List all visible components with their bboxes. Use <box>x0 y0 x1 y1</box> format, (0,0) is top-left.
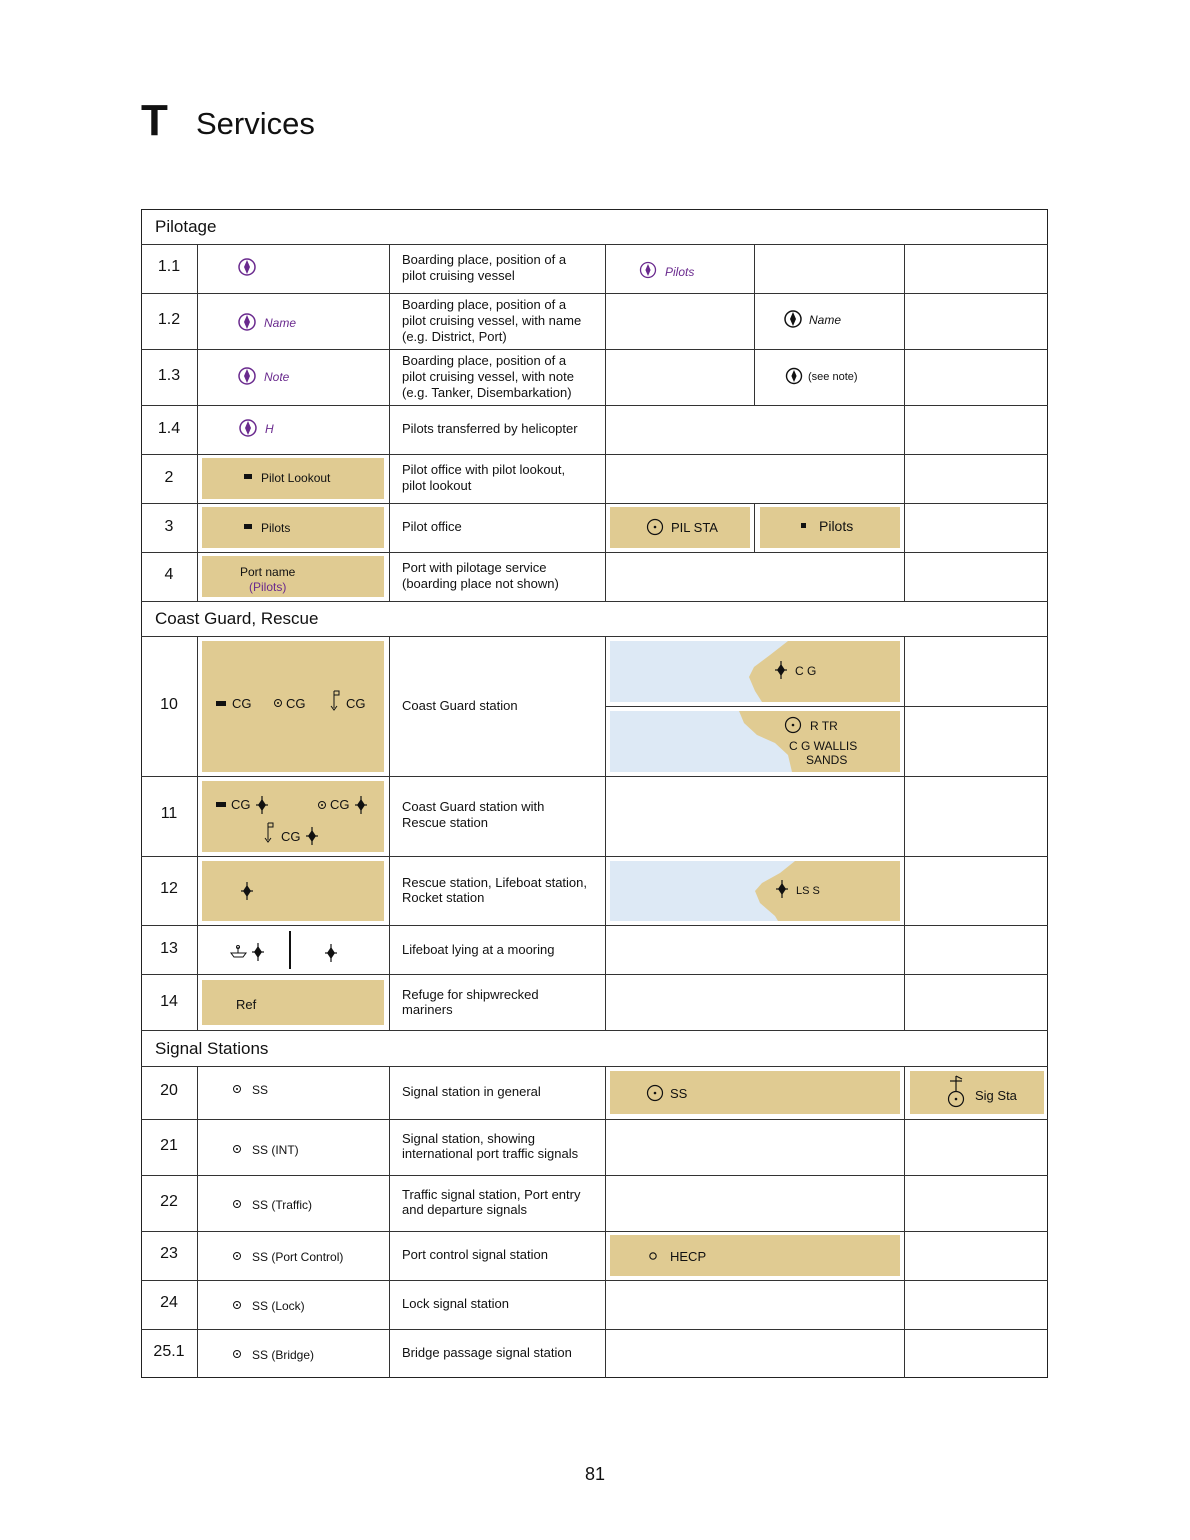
coastline-land <box>610 861 900 921</box>
row-description: international port traffic signals <box>402 1146 579 1161</box>
rescue-station-icon <box>325 944 337 962</box>
row-description: Pilot office with pilot lookout, <box>402 462 566 477</box>
row-number: 14 <box>160 993 178 1010</box>
map-label: C G WALLIS <box>789 739 858 753</box>
row-description: Bridge passage signal station <box>402 1345 572 1360</box>
flagstaff-icon <box>265 822 277 844</box>
rescue-station-icon <box>306 827 318 845</box>
symbol-label: H <box>265 422 274 436</box>
rule <box>141 1030 1048 1031</box>
row-description: Port control signal station <box>402 1247 548 1262</box>
rule <box>904 636 905 1030</box>
other-chart-label: Pilots <box>665 265 695 279</box>
other-chart-label: Sig Sta <box>975 1088 1017 1103</box>
rule <box>141 349 1048 350</box>
symbol-label: SS (Traffic) <box>252 1198 313 1212</box>
lifeboat-icon <box>230 945 248 959</box>
rule <box>141 601 1048 602</box>
signal-station-icon <box>233 1350 242 1359</box>
section-title: Services <box>196 106 315 141</box>
row-description: Signal station, showing <box>402 1131 535 1146</box>
rule <box>904 1066 905 1378</box>
pilot-lookout-icon <box>244 474 252 479</box>
row-description: Traffic signal station, Port entry <box>402 1187 581 1202</box>
rescue-station-icon <box>776 880 788 898</box>
row-number: 22 <box>160 1193 178 1210</box>
rule <box>141 974 1048 975</box>
row-number: 25.1 <box>153 1343 185 1360</box>
row-description: (e.g. District, Port) <box>402 329 507 344</box>
row-description: Rescue station <box>402 815 488 830</box>
pilot-boarding-icon <box>784 310 804 330</box>
coast-guard-icon <box>216 701 226 706</box>
symbol-label: Port name <box>240 565 296 579</box>
row-description: mariners <box>402 1002 453 1017</box>
rule <box>141 1280 1048 1281</box>
row-description: Lifeboat lying at a mooring <box>402 942 555 957</box>
pilot-boarding-icon <box>640 262 658 280</box>
rule <box>141 636 1048 637</box>
land-tint <box>202 980 384 1025</box>
symbol-label: CG <box>346 696 366 711</box>
other-chart-label: (see note) <box>808 371 858 383</box>
section-header-coast-guard: Coast Guard, Rescue <box>155 609 319 628</box>
symbol-label: Name <box>264 316 297 330</box>
rule <box>904 244 905 601</box>
other-chart-label: SS <box>670 1086 688 1101</box>
station-circle-icon <box>649 1252 658 1261</box>
row-description: pilot cruising vessel, with note <box>402 369 574 384</box>
rule <box>141 1066 1048 1067</box>
divider <box>289 931 291 969</box>
map-label: SANDS <box>806 753 848 767</box>
symbol-label: SS (INT) <box>252 1143 299 1157</box>
pilot-office-icon <box>244 524 252 529</box>
station-circle-icon <box>785 717 803 735</box>
symbol-label: Ref <box>236 997 257 1012</box>
land-tint <box>202 861 384 921</box>
row-number: 21 <box>160 1137 178 1154</box>
symbol-label: SS <box>252 1083 269 1097</box>
coastline-land <box>610 641 900 702</box>
section-header-signal: Signal Stations <box>155 1039 269 1058</box>
rescue-station-icon <box>775 661 787 679</box>
row-number: 24 <box>160 1294 178 1311</box>
row-description: Pilots transferred by helicopter <box>402 421 578 436</box>
symbol-label: Pilots <box>261 521 291 535</box>
row-description: pilot lookout <box>402 478 472 493</box>
rule <box>389 244 390 601</box>
page-number: 81 <box>584 1464 606 1484</box>
row-description: Rescue station, Lifeboat station, <box>402 875 588 890</box>
symbol-label: SS (Bridge) <box>252 1348 315 1362</box>
row-description: Boarding place, position of a <box>402 252 567 267</box>
rule <box>141 1119 1048 1120</box>
rule <box>605 244 606 601</box>
pilot-boarding-icon <box>238 258 258 278</box>
signal-mast-icon <box>946 1074 966 1110</box>
section-header-pilotage: Pilotage <box>155 217 217 236</box>
row-number: 1.3 <box>157 367 181 384</box>
row-description: Coast Guard station <box>402 698 518 713</box>
row-description: Pilot office <box>402 519 462 534</box>
row-number: 23 <box>160 1245 178 1262</box>
symbol-label: CG <box>231 797 251 812</box>
rule <box>141 856 1048 857</box>
row-number: 1.2 <box>157 311 181 328</box>
symbol-label: SS (Lock) <box>252 1299 305 1313</box>
row-number: 1.1 <box>157 258 181 275</box>
coast-guard-icon <box>216 802 226 807</box>
rule <box>197 244 198 601</box>
signal-station-icon <box>233 1200 242 1209</box>
row-number: 12 <box>160 880 178 897</box>
map-label: LS S <box>796 885 820 897</box>
map-label: C G <box>795 664 817 678</box>
row-description: (e.g. Tanker, Disembarkation) <box>402 385 572 400</box>
pilot-boarding-icon <box>238 367 258 387</box>
rule <box>605 636 606 1030</box>
map-label: R TR <box>810 719 838 733</box>
pilot-boarding-icon <box>238 313 258 333</box>
rescue-station-icon <box>241 882 253 900</box>
rule <box>389 1066 390 1378</box>
pilot-office-icon <box>801 523 806 528</box>
rule <box>197 636 198 1030</box>
station-circle-icon <box>318 801 327 810</box>
flagstaff-icon <box>331 690 343 712</box>
station-circle-icon <box>274 699 283 708</box>
rule <box>141 244 1048 245</box>
symbol-label: SS (Port Control) <box>252 1250 344 1264</box>
symbol-label: Note <box>264 370 290 384</box>
row-description: and departure signals <box>402 1202 528 1217</box>
row-description: Coast Guard station with <box>402 799 545 814</box>
row-number: 1.4 <box>157 420 181 437</box>
row-description: Refuge for shipwrecked <box>402 987 539 1002</box>
rule <box>141 405 1048 406</box>
land-tint <box>202 507 384 548</box>
rule <box>605 706 1048 707</box>
rule <box>141 1231 1048 1232</box>
rule <box>389 636 390 1030</box>
rule <box>754 244 755 405</box>
other-chart-label: Name <box>809 313 842 327</box>
rule <box>197 1066 198 1378</box>
rescue-station-icon <box>256 796 268 814</box>
row-number: 4 <box>164 566 174 583</box>
row-description: (boarding place not shown) <box>402 576 559 591</box>
station-circle-icon <box>647 519 665 537</box>
symbol-label: CG <box>232 696 252 711</box>
rescue-station-icon <box>252 943 264 961</box>
other-chart-label: HECP <box>670 1249 707 1264</box>
signal-station-icon <box>233 1145 242 1154</box>
row-number: 20 <box>160 1082 178 1099</box>
pilot-boarding-icon <box>786 368 806 388</box>
symbol-label: CG <box>281 829 301 844</box>
row-description: Rocket station <box>402 890 485 905</box>
row-number: 2 <box>164 469 174 486</box>
rule <box>141 552 1048 553</box>
symbol-label: (Pilots) <box>249 580 287 594</box>
row-description: Signal station in general <box>402 1084 541 1099</box>
row-description: pilot cruising vessel <box>402 268 515 283</box>
row-description: Boarding place, position of a <box>402 353 567 368</box>
row-number: 10 <box>160 696 178 713</box>
row-description: Lock signal station <box>402 1296 509 1311</box>
rule <box>141 776 1048 777</box>
row-description: pilot cruising vessel, with name <box>402 313 582 328</box>
rule <box>754 503 755 552</box>
section-letter: T <box>141 96 168 145</box>
symbol-label: CG <box>330 797 350 812</box>
symbol-label: CG <box>286 696 306 711</box>
rule <box>141 503 1048 504</box>
row-description: Boarding place, position of a <box>402 297 567 312</box>
signal-station-icon <box>233 1252 242 1261</box>
row-description: Port with pilotage service <box>402 560 547 575</box>
rule <box>141 1329 1048 1330</box>
other-chart-label: PIL STA <box>671 520 718 535</box>
rule <box>141 293 1048 294</box>
pilot-boarding-icon <box>240 419 260 439</box>
rule <box>605 1066 606 1378</box>
rule <box>141 925 1048 926</box>
row-number: 11 <box>160 805 178 822</box>
signal-station-icon <box>233 1085 242 1094</box>
rescue-station-icon <box>355 796 367 814</box>
signal-station-icon <box>233 1301 242 1310</box>
rule <box>141 454 1048 455</box>
row-number: 3 <box>164 518 174 535</box>
other-chart-label: Pilots <box>819 518 854 534</box>
symbol-label: Pilot Lookout <box>261 471 331 485</box>
rule <box>141 1175 1048 1176</box>
signal-station-icon <box>647 1085 665 1103</box>
row-number: 13 <box>160 940 178 957</box>
